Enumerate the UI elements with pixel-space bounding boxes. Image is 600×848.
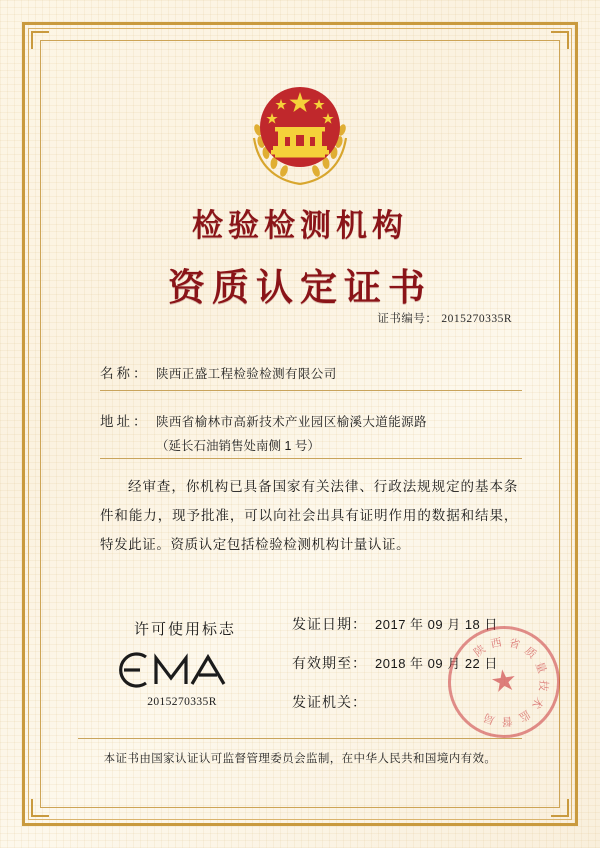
field-company-name-value: 陕西正盛工程检验检测有限公司 [156,367,337,381]
corner-ornament-top-right [551,31,569,49]
footer-divider [78,738,522,739]
field-company-name-label: 名称： [100,366,150,381]
field-address-value: 陕西省榆林市高新技术产业园区榆溪大道能源路 [156,415,427,429]
body-paragraph: 经审查，你机构已具备国家有关法律、行政法规规定的基本条件和能力，现予批准，可以向社会出具有证明作用的数据和结果，特发此证。资质认定包括检验检测机构计量认证。 [100,479,518,552]
certificate-number-label: 证书编号： [377,313,438,325]
official-seal-stamp [441,619,567,745]
footer-note: 本证书由国家认证认可监督管理委员会监制，在中华人民共和国境内有效。 [103,753,497,765]
corner-ornament-top-left [31,31,49,49]
title-block [48,200,552,311]
issue-date-value: 2017 年 09 月 18 日 [375,617,498,632]
official-seal-text: 陕 西 省 质 量 技 术 监 督 局 [471,636,550,728]
issuing-authority-label: 发证机关： [292,694,367,710]
corner-ornament-bottom-right [551,799,569,817]
field-company-name [100,362,522,382]
field-address [100,410,522,430]
field-address-value-line-2: （延长石油销售处南侧 1 号） [156,439,320,453]
national-emblem-icon [244,80,356,188]
certificate-number [377,310,512,326]
certificate-number-value: 2015270335R [441,313,512,325]
certificate-title-line-2: 资质认定证书 [168,266,432,309]
divider-name [100,390,522,391]
corner-ornament-bottom-left [31,799,49,817]
mark-section-code: 2015270335R [147,696,217,708]
mark-section-title: 许可使用标志 [134,621,237,638]
cma-logo-icon [116,648,244,692]
divider-address [100,458,522,459]
seal-star-icon: ★ [488,663,520,700]
issue-date-label: 发证日期： [292,616,367,632]
expiry-date-value: 2018 年 09 月 22 日 [375,656,498,671]
certificate-content [48,48,552,800]
certificate-title-line-1: 检验检测机构 [192,208,408,244]
emblem-container [48,80,552,188]
field-address-label: 地址： [100,414,150,429]
expiry-date-label: 有效期至： [292,655,367,671]
